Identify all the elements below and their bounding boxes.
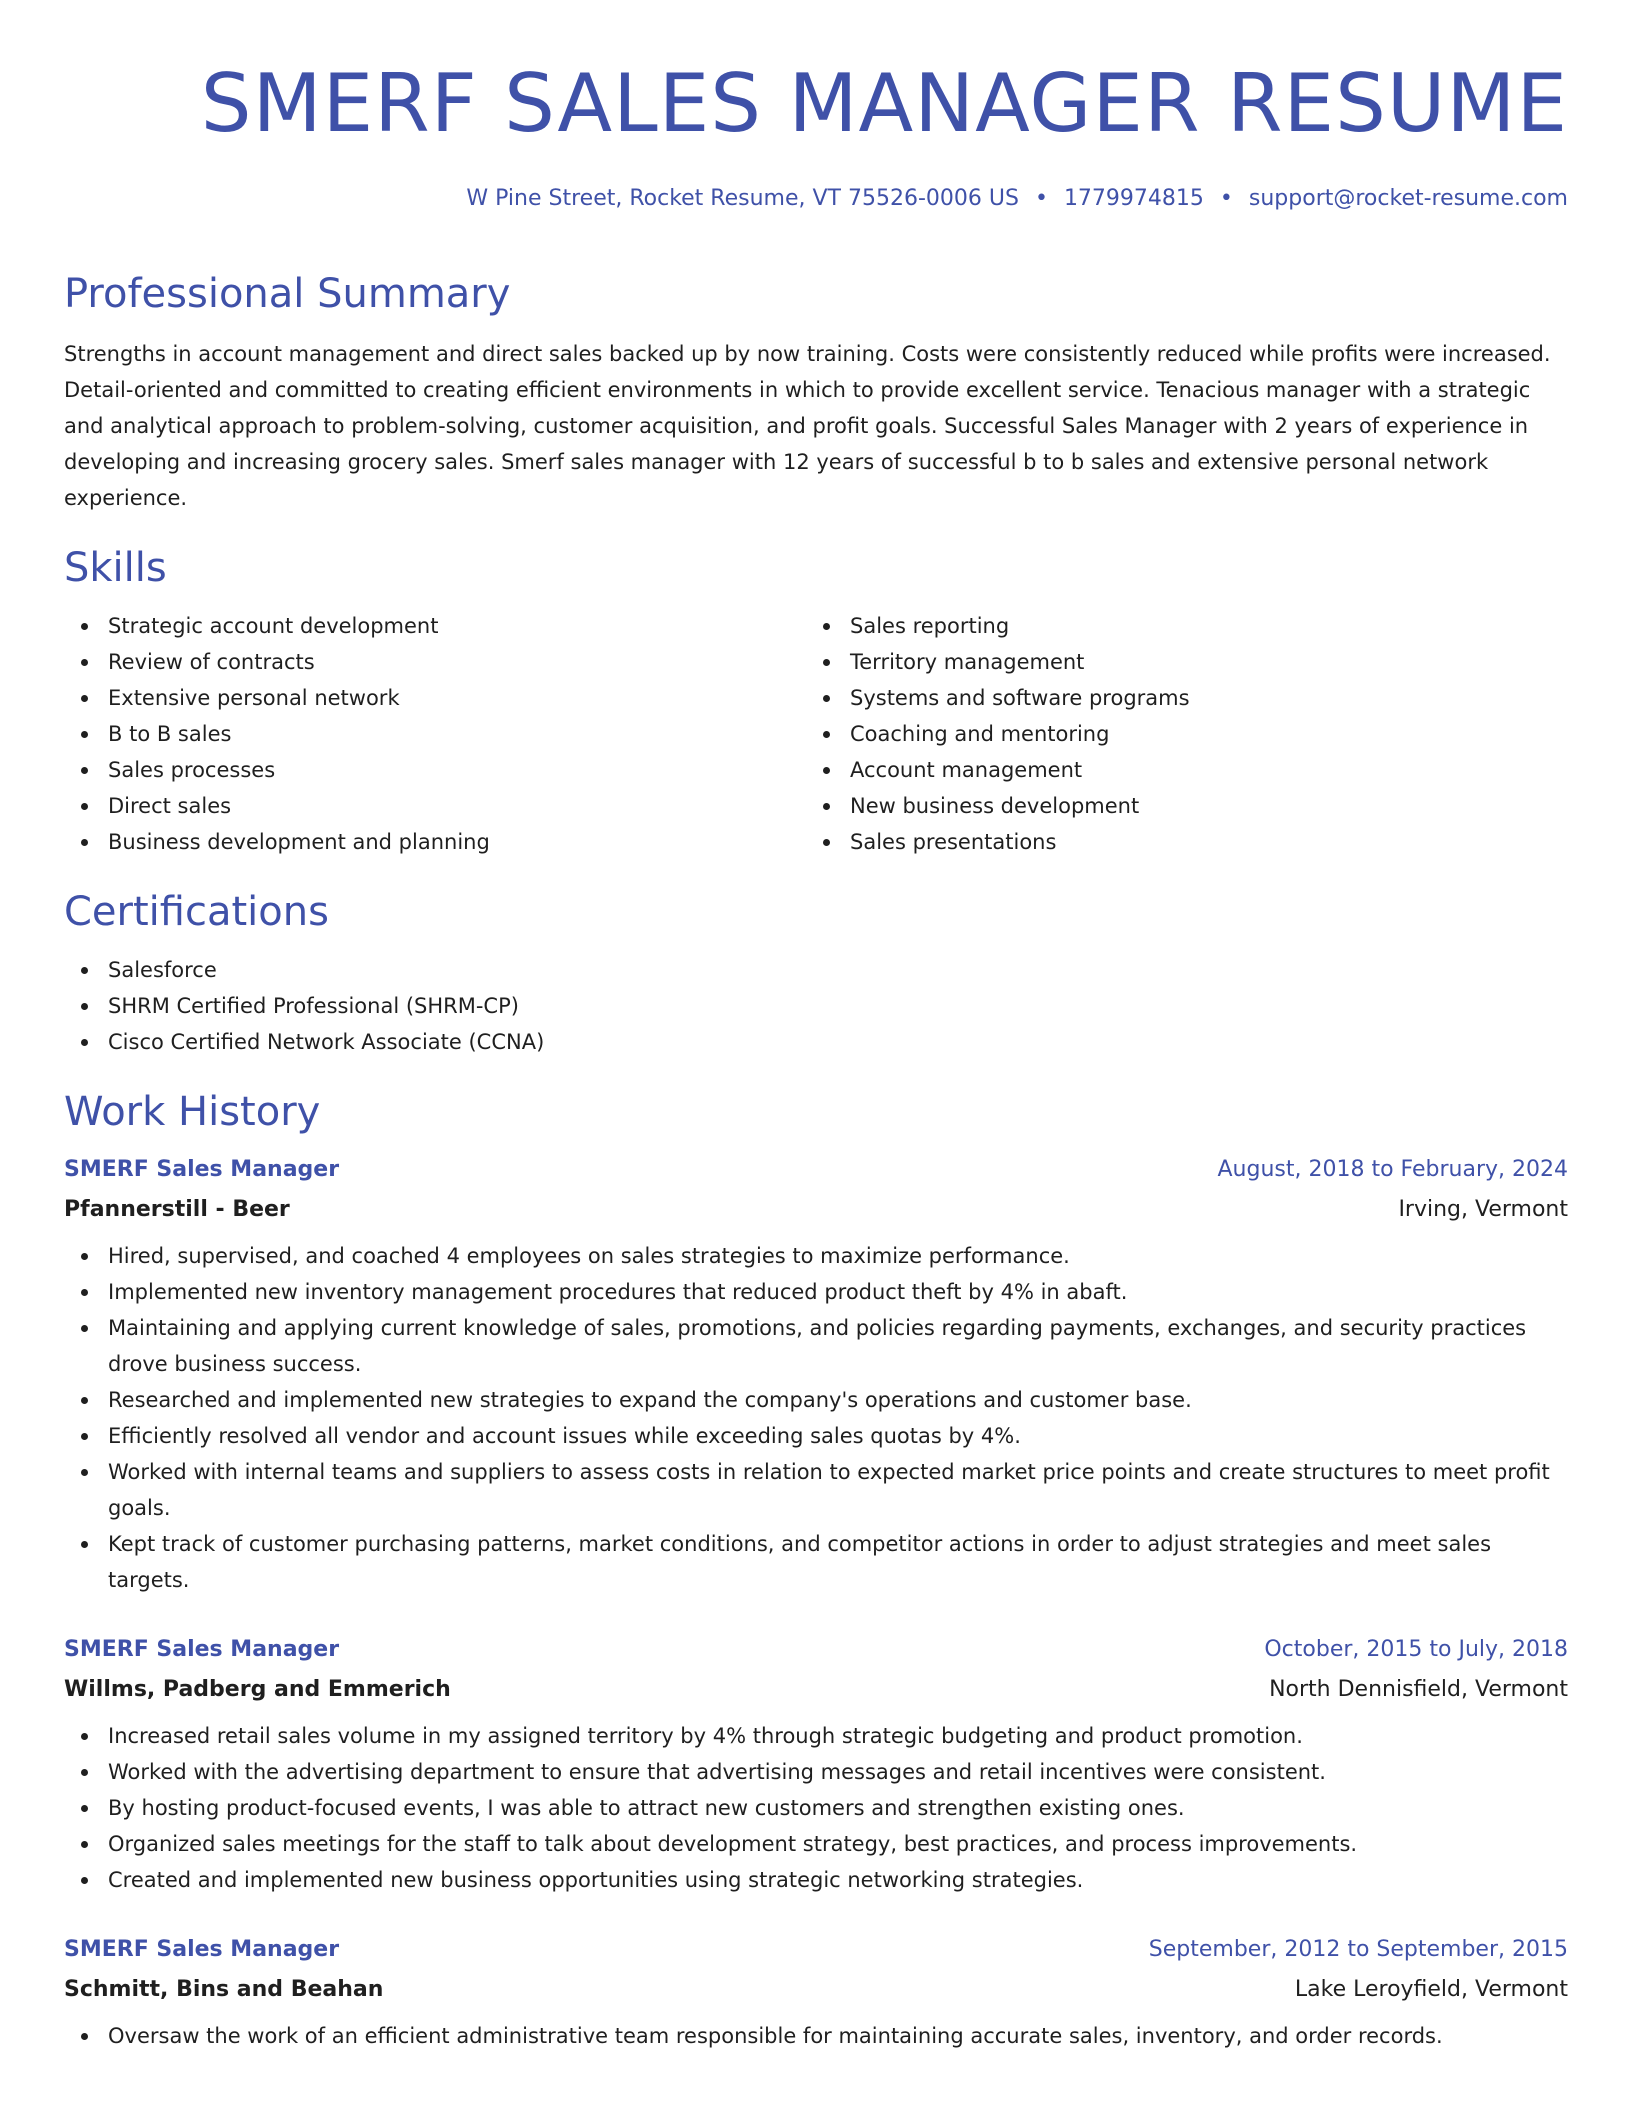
list-item: Implemented new inventory management procedures that reduced product theft by 4% in abaft. (64, 1274, 1568, 1310)
skills-list-right (806, 608, 1548, 860)
certifications-heading: Certifications (64, 889, 329, 935)
list-item: Systems and software programs (806, 680, 1548, 716)
list-item: Created and implemented new business opportunities using strategic networking strategies. (64, 1862, 1568, 1898)
resume-title: SMERF SALES MANAGER RESUME (200, 57, 1568, 150)
list-item: Strategic account development (64, 608, 806, 644)
job-bullets (64, 2018, 1568, 2054)
list-item: Efficiently resolved all vendor and account issues while exceeding sales quotas by 4%. (64, 1418, 1568, 1454)
list-item: Coaching and mentoring (806, 716, 1548, 752)
summary-heading: Professional Summary (64, 271, 511, 317)
job-entry (64, 1634, 1568, 1898)
list-item: Kept track of customer purchasing patterns, market conditions, and competitor actions in order to adjust strategies and meet sales targets. (64, 1526, 1568, 1598)
list-item: Hired, supervised, and coached 4 employees on sales strategies to maximize performance. (64, 1238, 1568, 1274)
contact-separator: • (1034, 186, 1048, 211)
job-company: Pfannerstill - Beer (64, 1197, 290, 1222)
job-dates: August, 2018 to February, 2024 (1217, 1157, 1568, 1182)
contact-separator: • (1219, 186, 1233, 211)
list-item: Organized sales meetings for the staff to talk about development strategy, best practices, and process improvements. (64, 1826, 1568, 1862)
list-item: Sales presentations (806, 824, 1548, 860)
list-item: Worked with the advertising department to ensure that advertising messages and retail incentives were consistent. (64, 1754, 1568, 1790)
summary-text: Strengths in account management and direct sales backed up by now training. Costs were consistently reduced while profits were increased. Detail-oriented and committed to creating efficient environments in which to provide excellent service. Tenacious manager with a strategic and analytical approach to problem-solving, customer acquisition, and profit goals. Successful Sales Manager with 2 years of experience in developing and increasing grocery sales. Smerf sales manager with 12 years of successful b to b sales and extensive personal network experience. (64, 342, 1551, 510)
contact-email: support@rocket-resume.com (1248, 186, 1568, 211)
list-item: Maintaining and applying current knowledge of sales, promotions, and policies regarding payments, exchanges, and security practices drove business success. (64, 1310, 1568, 1382)
list-item: Sales reporting (806, 608, 1548, 644)
list-item: Sales processes (64, 752, 806, 788)
list-item: Review of contracts (64, 644, 806, 680)
list-item: Increased retail sales volume in my assigned territory by 4% through strategic budgeting and product promotion. (64, 1718, 1568, 1754)
contact-phone: 1779974815 (1063, 186, 1204, 211)
list-item: Oversaw the work of an efficient administrative team responsible for maintaining accurate sales, inventory, and order records. (64, 2018, 1568, 2054)
skills-heading: Skills (64, 545, 167, 591)
job-company: Schmitt, Bins and Beahan (64, 1977, 384, 2002)
work-history-heading: Work History (64, 1089, 321, 1135)
list-item: Researched and implemented new strategies to expand the company's operations and customer base. (64, 1382, 1568, 1418)
list-item: New business development (806, 788, 1548, 824)
job-title: SMERF Sales Manager (64, 1637, 340, 1662)
skills-list-left (64, 608, 806, 860)
list-item: Extensive personal network (64, 680, 806, 716)
list-item: B to B sales (64, 716, 806, 752)
job-dates: October, 2015 to July, 2018 (1264, 1637, 1568, 1662)
contact-address: W Pine Street, Rocket Resume, VT 75526-0006 US (466, 186, 1019, 211)
list-item: Direct sales (64, 788, 806, 824)
list-item: Cisco Certified Network Associate (CCNA) (64, 1024, 1568, 1060)
contact-line (64, 182, 1568, 216)
job-title: SMERF Sales Manager (64, 1937, 340, 1962)
list-item: Account management (806, 752, 1548, 788)
list-item: SHRM Certified Professional (SHRM-CP) (64, 988, 1568, 1024)
job-bullets (64, 1238, 1568, 1598)
job-location: North Dennisfield, Vermont (1269, 1677, 1568, 1702)
list-item: Business development and planning (64, 824, 806, 860)
job-entry (64, 1154, 1568, 1598)
job-entry (64, 1934, 1568, 2054)
list-item: Salesforce (64, 952, 1568, 988)
list-item: Worked with internal teams and suppliers to assess costs in relation to expected market price points and create structures to meet profit goals. (64, 1454, 1568, 1526)
job-dates: September, 2012 to September, 2015 (1148, 1937, 1568, 1962)
job-company: Willms, Padberg and Emmerich (64, 1677, 451, 1702)
skills-grid (64, 608, 1568, 860)
list-item: By hosting product-focused events, I was able to attract new customers and strengthen existing ones. (64, 1790, 1568, 1826)
work-history-list (64, 1154, 1568, 2054)
list-item: Territory management (806, 644, 1548, 680)
job-location: Lake Leroyfield, Vermont (1294, 1977, 1568, 2002)
job-title: SMERF Sales Manager (64, 1157, 340, 1182)
job-location: Irving, Vermont (1398, 1197, 1568, 1222)
job-bullets (64, 1718, 1568, 1898)
certifications-list (64, 952, 1568, 1060)
